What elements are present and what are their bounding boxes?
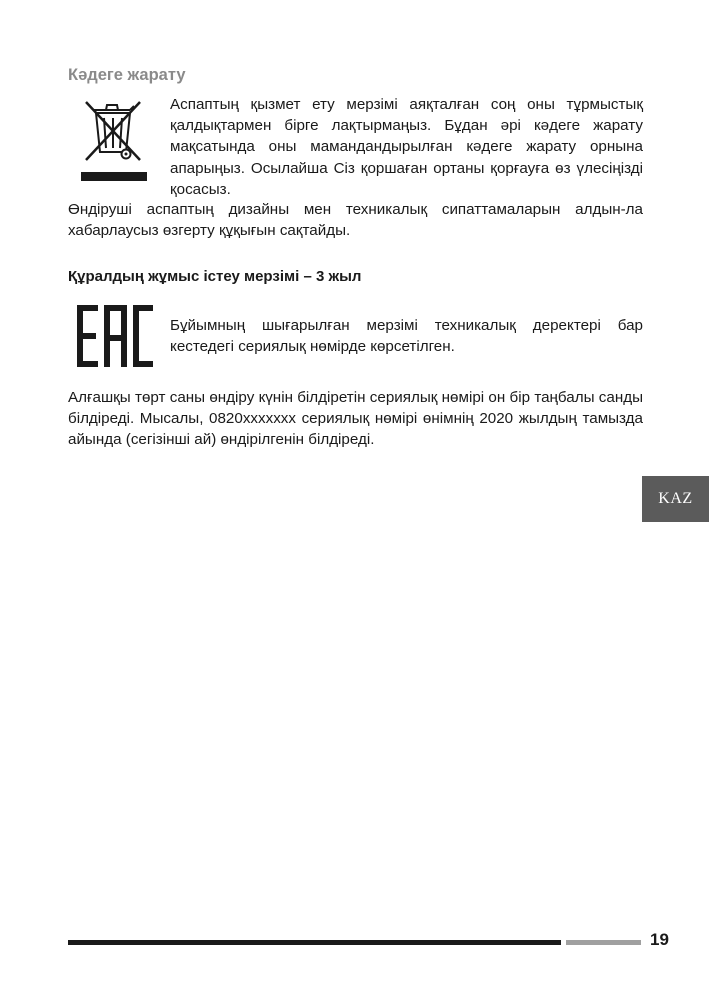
serial-date-explanation: Алғашқы төрт саны өндіру күнін білдіретін сериялық нөмірі он бір таңбалы санды білдіреді. Мысалы, 0820ххххххх сериялық нөмірі өнімнің 2020 жылдың тамызда айында (сегізінші ай) өндірілгенін білдіреді. [68, 389, 643, 449]
language-tab: KAZ [642, 476, 709, 522]
footer-bar-grey [566, 940, 641, 945]
recycling-text: Аспаптың қызмет ету мерзімі аяқталған соң оны тұрмыстық қалдықтармен бірге лақтырмаңыз. Бұдан әрі кәдеге жарату мақсатында оны мамандандырылған кәдеге жарату орнына апарыңыз. Осылайша Сіз қоршаған ортаны қорғауға өз үлесіңізді қосасыз. [170, 96, 643, 198]
eac-mark-icon [77, 305, 153, 367]
manufacturer-note: Өндіруші аспаптың дизайны мен техникалық сипаттамаларын алдын-ла хабарлаусыз өзгерту құқығын сақтайды. [68, 201, 643, 240]
recycling-heading: Кәдеге жарату [68, 66, 186, 84]
footer-bar-dark [68, 940, 561, 945]
serial-number-note: Бұйымның шығарылған мерзімі техникалық деректері бар кестедегі сериялық нөмірде көрсетілген. [170, 317, 643, 356]
service-life-heading: Құралдың жұмыс істеу мерзімі – 3 жыл [68, 268, 362, 285]
crossed-out-wheelie-bin-icon [80, 92, 148, 184]
page-number: 19 [650, 930, 669, 949]
